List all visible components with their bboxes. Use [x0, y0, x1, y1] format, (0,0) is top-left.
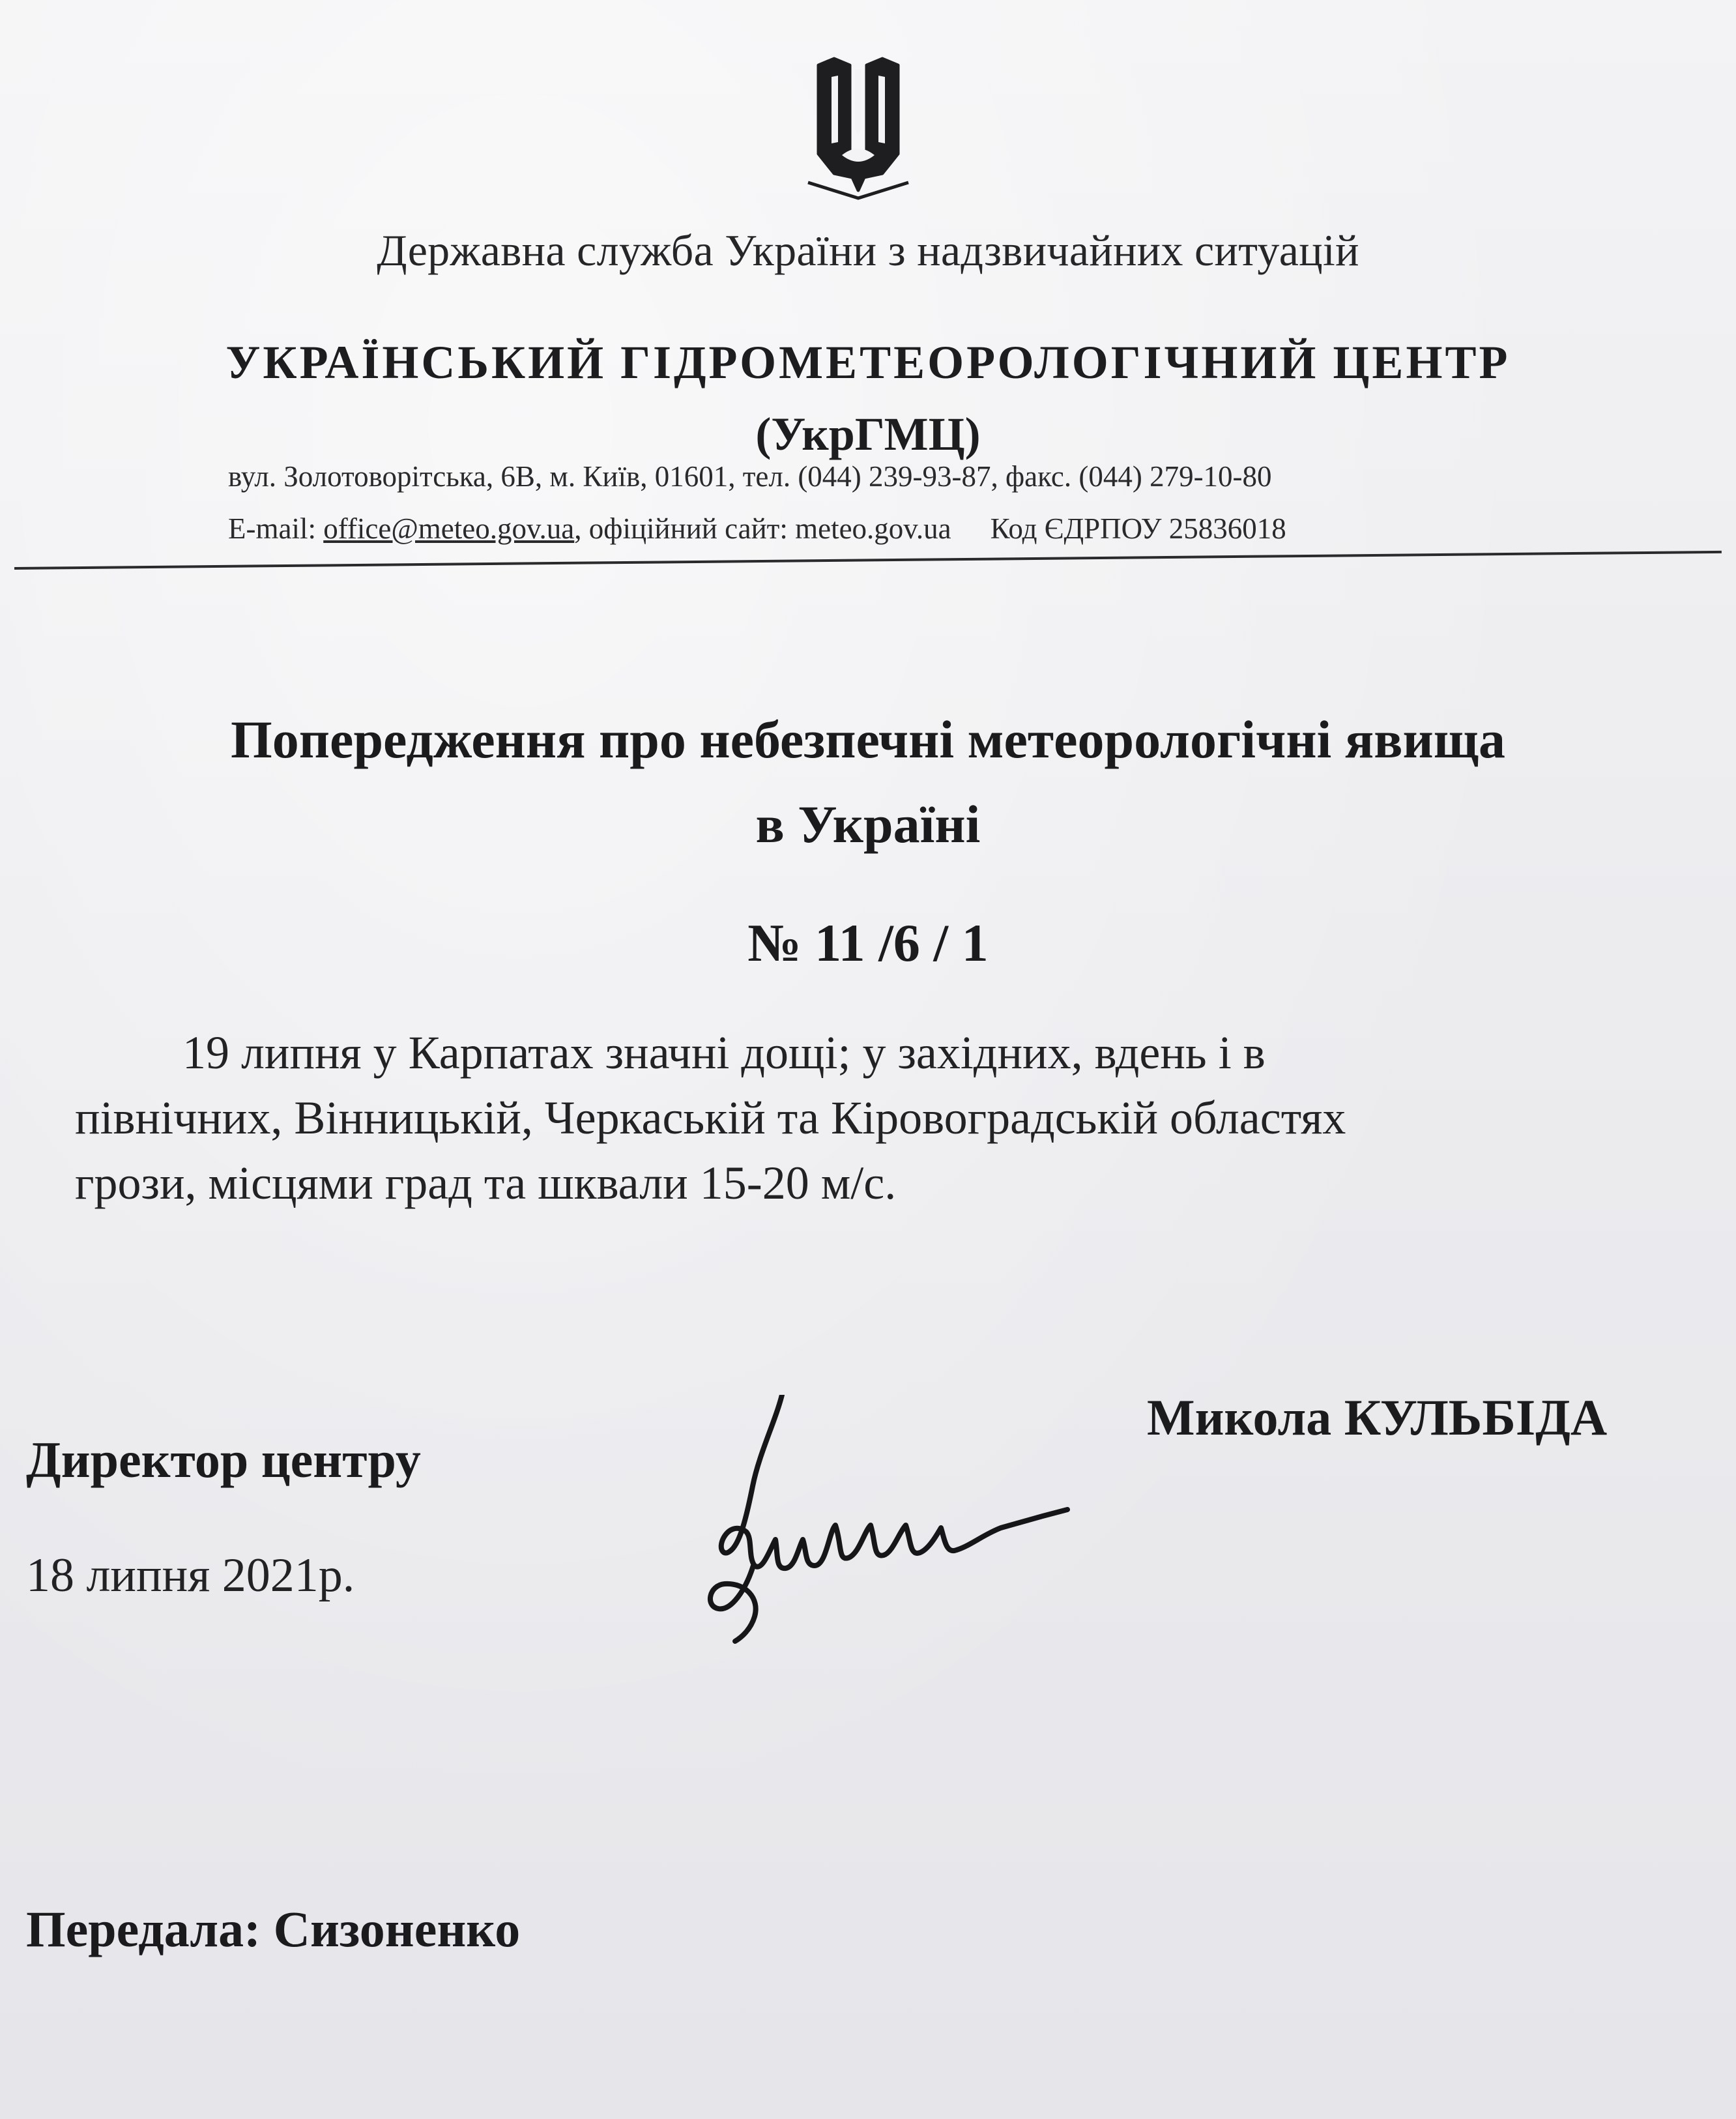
warning-text-line-3: грози, місцями град та шквали 15-20 м/с.: [75, 1157, 897, 1209]
document-title-line-1: Попередження про небезпечні метеорологічні явища: [231, 710, 1505, 769]
center-name: УКРАЇНСЬКИЙ ГІДРОМЕТЕОРОЛОГІЧНИЙ ЦЕНТР: [225, 336, 1511, 388]
document-title-line-2: в Україні: [755, 795, 981, 854]
address-line: вул. Золотоворітська, 6В, м. Київ, 01601, тел. (044) 239-93-87, факс. (044) 279-10-80: [228, 460, 1272, 493]
sender-line: Передала: Сизоненко: [26, 1901, 521, 1957]
handwritten-signature-icon: [678, 1395, 1082, 1656]
signer-position: Директор центру: [26, 1431, 421, 1488]
warning-text: [75, 1020, 1678, 1216]
letterhead-divider: [14, 551, 1722, 570]
email-label: E-mail:: [228, 512, 324, 545]
edrpou-code: Код ЄДРПОУ 25836018: [990, 512, 1286, 545]
warning-text-line-2: північних, Вінницькій, Черкаській та Кіровоградській областях: [75, 1092, 1346, 1144]
warning-text-line-1: 19 липня у Карпатах значні дощі; у західних, вдень і в: [182, 1027, 1266, 1079]
website-text: , офіційний сайт: meteo.gov.ua: [574, 512, 951, 545]
document-title: [0, 697, 1736, 867]
contact-line: [228, 512, 1286, 546]
email-link[interactable]: office@meteo.gov.ua: [323, 512, 575, 545]
center-abbreviation: (УкрГМЦ): [755, 408, 981, 460]
document-date: 18 липня 2021р.: [26, 1549, 355, 1602]
signer-name: Микола КУЛЬБІДА: [1147, 1389, 1608, 1446]
service-name: Державна служба України з надзвичайних ситуацій: [377, 226, 1359, 275]
trident-emblem-icon: [796, 44, 920, 201]
document-number: № 11 /6 / 1: [747, 913, 989, 972]
